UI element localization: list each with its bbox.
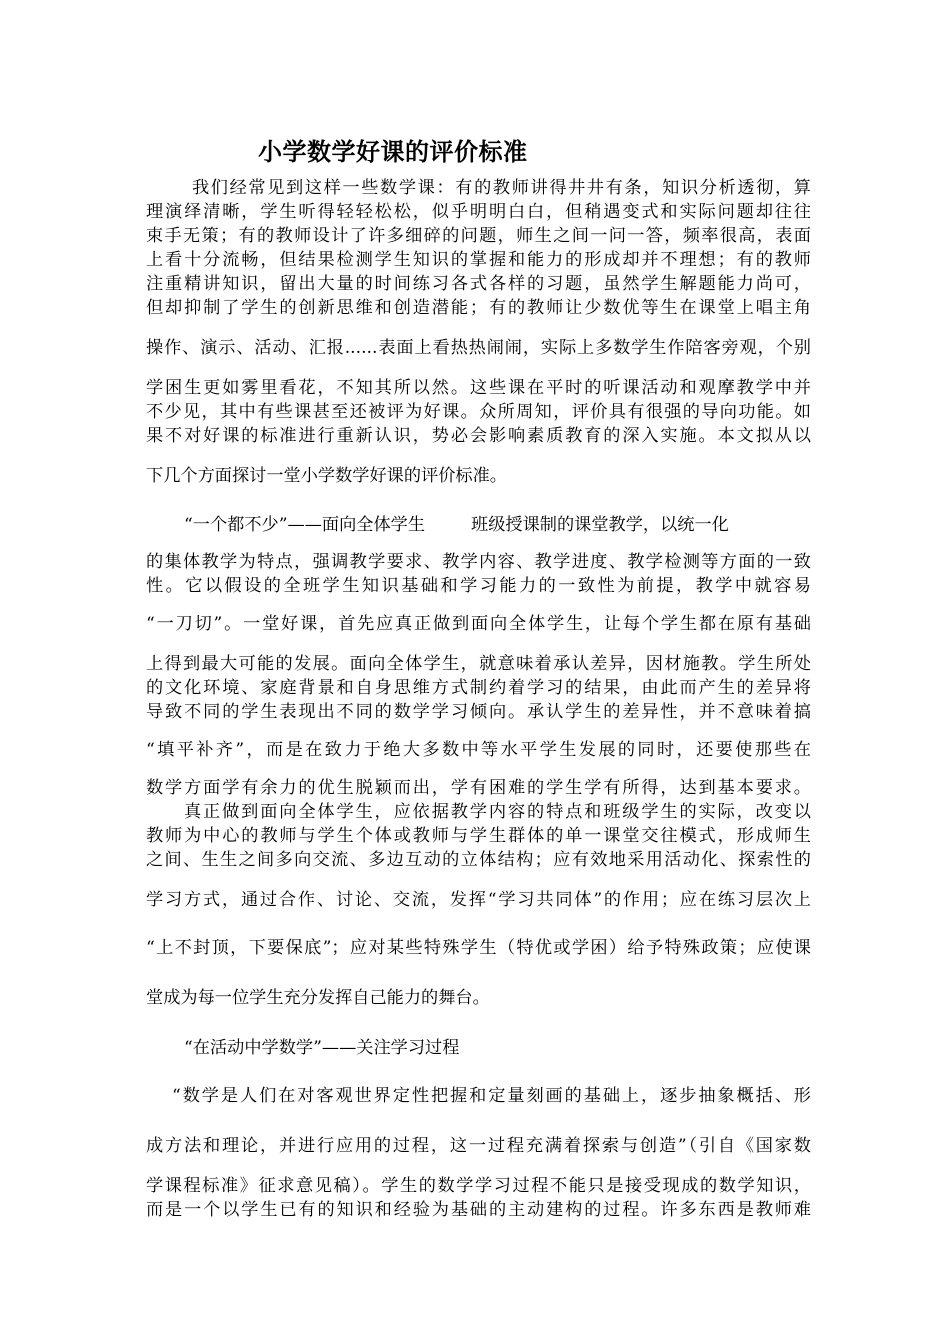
text-line: 束手无策；有的教师设计了许多细碎的问题，师生之间一问一答，频率很高，表面 [146, 226, 811, 246]
text-line: 的集体教学为特点，强调教学要求、教学内容、教学进度、教学检测等方面的一致 [146, 552, 811, 572]
text-line: 性。它以假设的全班学生知识基础和学习能力的一致性为前提，教学中就容易 [146, 576, 811, 596]
text-line: 但却抑制了学生的创新思维和创造潜能；有的教师让少数优等生在课堂上唱主角 [146, 298, 811, 318]
text-line: “填平补齐”，而是在致力于绝大多数中等水平学生发展的同时，还要使那些在 [146, 740, 811, 760]
text-span: 班级授课制的课堂教学，以统一化 [471, 515, 729, 535]
text-line: 成方法和理论，并进行应用的过程，这一过程充满着探索与创造”（引自《国家数 [146, 1136, 811, 1156]
text-line: 理演绎清晰，学生听得轻轻松松，似乎明明白白，但稍遇变式和实际问题却往往 [146, 202, 811, 222]
section-heading: “一个都不少”——面向全体学生 [184, 515, 426, 535]
text-line: “上不封顶，下要保底”；应对某些特殊学生（特优或学困）给予特殊政策；应使课 [146, 938, 811, 958]
text-line: 果不对好课的标准进行重新认识，势必会影响素质教育的深入实施。本文拟从以 [146, 426, 811, 446]
text-line: 学困生更如雾里看花，不知其所以然。这些课在平时的听课活动和观摩教学中并 [146, 378, 811, 398]
text-line: 真正做到面向全体学生，应依据教学内容的特点和班级学生的实际，改变以 [184, 802, 811, 822]
text-line: “一刀切”。一堂好课，首先应真正做到面向全体学生，让每个学生都在原有基础 [146, 614, 811, 634]
text-line: “数学是人们在对客观世界定性把握和定量刻画的基础上，逐步抽象概括、形 [172, 1086, 811, 1106]
text-line: 之间、生生之间多向交流、多边互动的立体结构；应有效地采用活动化、探索性的 [146, 850, 811, 870]
text-line: 的文化环境、家庭背景和自身思维方式制约着学习的结果，由此而产生的差异将 [146, 678, 811, 698]
text-line: 上得到最大可能的发展。面向全体学生，就意味着承认差异，因材施教。学生所处 [146, 654, 811, 674]
text-line: 注重精讲知识，留出大量的时间练习各式各样的习题，虽然学生解题能力尚可， [146, 274, 811, 294]
text-line: 学习方式，通过合作、讨论、交流，发挥“学习共同体”的作用；应在练习层次上 [146, 890, 811, 910]
text-line: 学课程标准》征求意见稿）。学生的数学学习过程不能只是接受现成的数学知识， [146, 1176, 811, 1196]
document-title: 小学数学好课的评价标准 [258, 137, 528, 166]
text-line: 教师为中心的教师与学生个体或教师与学生群体的单一课堂交往模式，形成师生 [146, 826, 811, 846]
section-heading-line [184, 513, 811, 537]
text-line: 下几个方面探讨一堂小学数学好课的评价标准。 [146, 466, 507, 486]
section-heading: “在活动中学数学”——关注学习过程 [184, 1038, 460, 1058]
text-line: 导致不同的学生表现出不同的数学学习倾向。承认学生的差异性，并不意味着搞 [146, 702, 811, 722]
text-line: 数学方面学有余力的优生脱颖而出，学有困难的学生学有所得，达到基本要求。 [146, 778, 811, 798]
text-line: 不少见，其中有些课甚至还被评为好课。众所周知，评价具有很强的导向功能。如 [146, 402, 811, 422]
text-line: 上看十分流畅，但结果检测学生知识的掌握和能力的形成却并不理想；有的教师 [146, 250, 811, 270]
text-line: 堂成为每一位学生充分发挥自己能力的舞台。 [146, 988, 490, 1008]
text-line: 而是一个以学生已有的知识和经验为基础的主动建构的过程。许多东西是教师难 [146, 1200, 811, 1220]
text-line: 操作、演示、活动、汇报......表面上看热热闹闹，实际上多数学生作陪客旁观，个别 [146, 338, 811, 358]
text-line: 我们经常见到这样一些数学课：有的教师讲得井井有条，知识分析透彻，算 [192, 178, 811, 198]
